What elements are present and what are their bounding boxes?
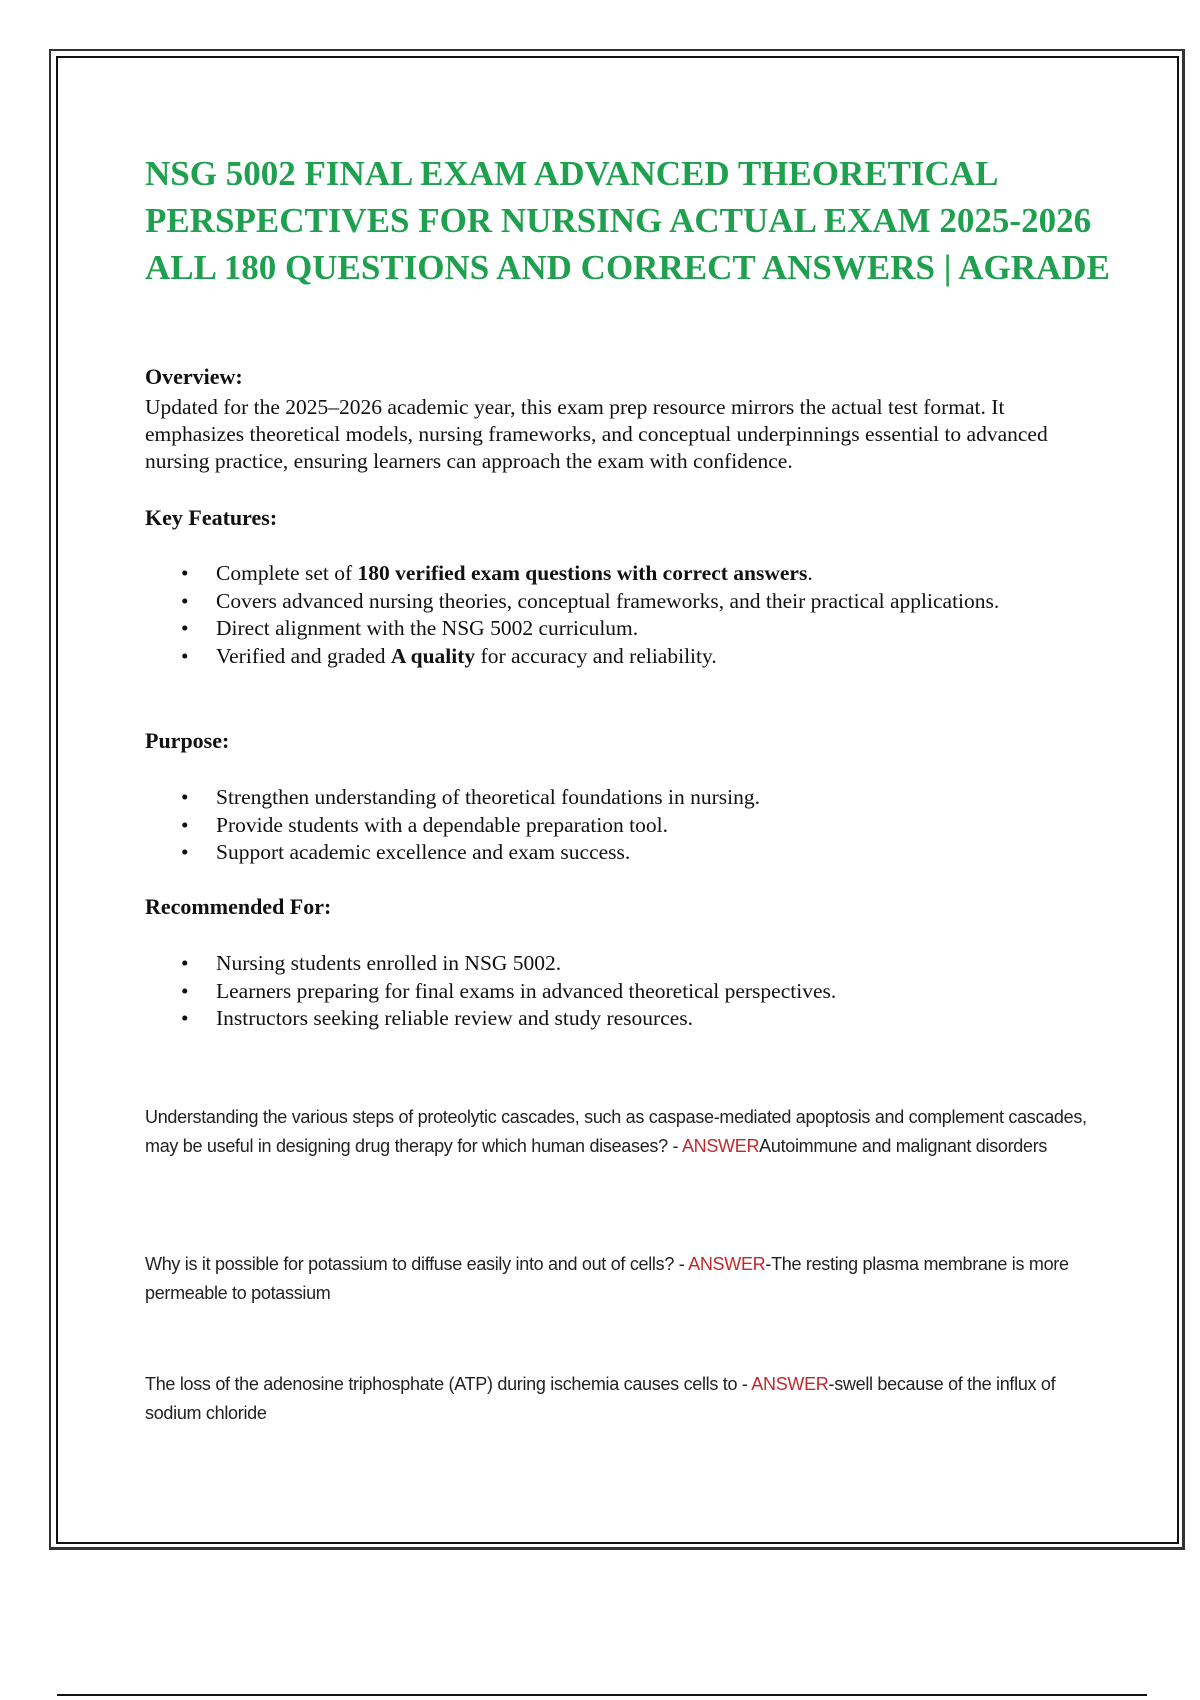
list-item: • Provide students with a dependable preparation tool. (145, 812, 1045, 840)
recommended-heading: Recommended For: (145, 894, 332, 919)
answer-label: ANSWER (751, 1374, 829, 1394)
item-text: . (807, 561, 813, 585)
item-text: for accuracy and reliability. (475, 643, 717, 668)
list-item: • Learners preparing for final exams in advanced theoretical perspectives. (145, 978, 1045, 1006)
list-item (145, 588, 1045, 616)
overview-text: Updated for the 2025–2026 academic year, this exam prep resource mirrors the actual test format. It emphasizes theoretical models, nursing frameworks, and conceptual underpinnings essential to advanced nursing practice, ensuring learners can approach the exam with confidence. (145, 395, 1048, 473)
answer-label: ANSWER (681, 1136, 760, 1156)
answer-text: -swell because of the influx of sodium chloride (145, 1374, 1056, 1423)
answer-text: Autoimmune and malignant disorders (759, 1136, 1048, 1156)
item-bold: A quality (390, 643, 476, 668)
purpose-heading: Purpose: (145, 728, 230, 753)
question-3 (145, 1370, 1095, 1428)
list-item (145, 560, 1045, 588)
recommended-list (145, 950, 1045, 1033)
item-text: Complete set of (216, 561, 358, 585)
answer-text: -The resting plasma membrane is more permeable to potassium (145, 1254, 1069, 1303)
item-text: Covers advanced nursing theories, conceptual frameworks, and their practical applications. (216, 588, 1000, 613)
item-text: Verified and graded (216, 643, 391, 668)
document-title: NSG 5002 FINAL EXAM ADVANCED THEORETICAL PERSPECTIVES FOR NURSING ACTUAL EXAM 2025-2026 ALL 180 QUESTIONS AND CORRECT ANSWERS | AGRADE (145, 154, 1110, 287)
purpose-list (145, 784, 1045, 867)
question-1 (145, 1103, 1095, 1161)
question-2 (145, 1250, 1095, 1308)
answer-label: ANSWER (688, 1254, 766, 1274)
item-bold: 180 verified exam questions with correct answers (357, 561, 808, 585)
question-text: Understanding the various steps of proteolytic cascades, such as caspase-mediated apoptosis and complement cascades, may be useful in designing drug therapy for which human diseases? - (145, 1107, 1087, 1156)
list-item: • Strengthen understanding of theoretical foundations in nursing. (145, 784, 1045, 812)
list-item: • Nursing students enrolled in NSG 5002. (145, 950, 1045, 978)
overview-heading: Overview: (145, 364, 243, 389)
key-features-heading: Key Features: (145, 505, 278, 530)
list-item: • Support academic excellence and exam success. (145, 839, 1045, 867)
list-item (145, 643, 1045, 671)
item-text: Direct alignment with the NSG 5002 curriculum. (216, 616, 639, 640)
question-text: The loss of the adenosine triphosphate (ATP) during ischemia causes cells to - (145, 1374, 752, 1394)
list-item: • Instructors seeking reliable review and study resources. (145, 1005, 1045, 1033)
list-item (145, 615, 1045, 643)
key-features-list (145, 560, 1045, 670)
bottom-rule (57, 1694, 1147, 1696)
question-text: Why is it possible for potassium to diffuse easily into and out of cells? - (145, 1254, 689, 1274)
